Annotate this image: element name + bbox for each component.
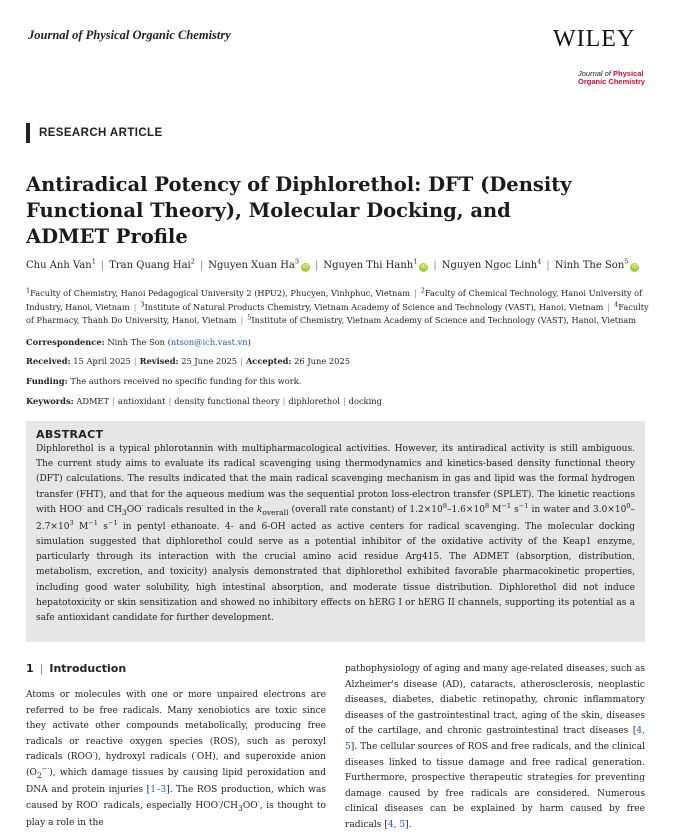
- author-list: [26, 259, 656, 273]
- received-date: 15 April 2025: [73, 356, 131, 366]
- separator: |: [342, 396, 346, 406]
- author-affiliation-number: 2: [190, 257, 195, 266]
- keyword[interactable]: antioxidant: [117, 396, 166, 406]
- affiliation-number: 3: [140, 299, 145, 308]
- separator: |: [39, 662, 44, 675]
- author[interactable]: Tran Quang Hai: [109, 260, 191, 271]
- section-heading-introduction: [26, 662, 126, 675]
- correspondence-name: Ninh The Son: [107, 337, 166, 347]
- abstract-box: [26, 421, 645, 642]
- affiliation: Institute of Natural Products Chemistry, Vietnam Academy of Science and Technology (VAST), Hanoi, Vietnam: [144, 301, 604, 312]
- abstract-text: Diphlorethol is a typical phlorotannin with multipharmacological activities. However, its antiradical activity is still ambiguous. The current study aims to evaluate its radical scavenging using thermodynamics and kinetics-based density functional theory (DFT) calculations. The results indicated that the main radical scavenging mechanism in gas and lipid was the formal hydrogen transfer (FHT), and that for the aqueous medium was the sequential proton loss-electron transfer (SPLET). The kinetic reactions with HOO· and $CH_3OO^\cdot$ radicals resulted in the $k_{overall}$ (overall rate constant) of $1.2\times 10^8-1.6\times 10^8$ $M^{-1}$ $s^{-1}$ in water and $3.0\times 10^0-2.7\times 10^3$ $M^{-1}$ $s^{-1}$ in pentyl ethanoate. 4- and 6-OH acted as active centers for radical scavenging. The molecular docking simulation suggested that diphlorethol could serve as a potential inhibitor of the oxidative activity of the Keap1 enzyme, particularly through its interaction with the crucial amino acid residue Arg415. The ADMET (absorption, distribution, metabolism, excretion, and toxicity) analysis demonstrated that diphlorethol exhibited favorable pharmacokinetic properties, including good water solubility, high intestinal absorption, and moderate tissue distribution. Diphlorethol did not induce hepatotoxicity or skin sensitization and showed no inhibitory effects on hERG I or hERG II channels, supporting its potential as a safe antioxidant candidate for further development.: [36, 444, 636, 624]
- affiliation-number: 4: [614, 299, 619, 308]
- keyword[interactable]: docking: [348, 396, 382, 406]
- section-number: 1: [26, 662, 34, 675]
- affiliation-list: [26, 287, 651, 328]
- funding-text: The authors received no specific funding for this work.: [70, 376, 302, 386]
- separator: |: [433, 260, 437, 271]
- affiliation-number: 5: [247, 313, 252, 322]
- keyword[interactable]: diphlorethol: [288, 396, 340, 406]
- affiliation: Faculty of Chemistry, Hanoi Pedagogical University 2 (HPU2), Phucyen, Vinhphuc, Vietnam: [30, 288, 410, 298]
- separator: |: [240, 315, 244, 325]
- intro-right-column: pathophysiology of aging and many age-related diseases, such as Alzheimer's disease (AD), cataracts, atherosclerosis, neoplastic diseases, diabetes, diabetic retinopathy, chronic inflammatory diseases of the gastrointestinal tract, aging of the skin, diseases of the cartilage, and chronic gastrointestinal tract diseases [4, 5]. The cellular sources of ROS and free radicals, and the clinical diseases linked to tissue damage and free radical generation. Furthermore, prospective therapeutic strategies for preventing damage caused by free radicals are considered. Numerous clinical diseases can be explained by harm caused by free radicals [4, 5].: [345, 664, 645, 830]
- funding-label: Funding:: [26, 376, 68, 386]
- separator: |: [133, 356, 137, 366]
- separator: |: [100, 260, 105, 271]
- author[interactable]: Nguyen Thi Hanh: [323, 260, 414, 271]
- keywords-label: Keywords:: [26, 396, 74, 406]
- revised-date: 25 June 2025: [181, 356, 238, 366]
- affiliation: Faculty of Pharmacy, Thanh Do University, Hanoi, Vietnam: [26, 301, 649, 325]
- reference-link[interactable]: 4, 5: [345, 726, 645, 752]
- affiliation: Faculty of Chemical Technology, Hanoi University of Industry, Hanoi, Vietnam: [26, 288, 643, 312]
- received-label: Received:: [26, 356, 71, 366]
- separator: |: [168, 396, 172, 406]
- funding: [26, 376, 301, 386]
- affiliation-number: 1: [26, 286, 31, 295]
- separator: |: [607, 301, 611, 312]
- journal-logo-line1: Journal of: [578, 69, 611, 78]
- journal-logo-accent: Physical: [613, 69, 644, 78]
- accepted-date: 26 June 2025: [294, 356, 350, 366]
- author-affiliation-number: 4: [537, 257, 542, 266]
- section-title: Introduction: [49, 662, 127, 675]
- article-title: Antiradical Potency of Diphlorethol: DFT (Density Functional Theory), Molecular Docking, and ADMET Profile: [26, 173, 572, 248]
- author[interactable]: Ninh The Son: [554, 260, 625, 271]
- separator: |: [112, 396, 115, 406]
- reference-link[interactable]: 1–3: [150, 785, 167, 796]
- correspondence-email-link[interactable]: ntson@ich.vast.vn: [170, 337, 248, 347]
- journal-logo-line2: Organic Chemistry: [578, 77, 646, 86]
- author-affiliation-number: 3: [294, 257, 300, 266]
- journal-name: Journal of Physical Organic Chemistry: [28, 28, 231, 42]
- author[interactable]: Nguyen Ngoc Linh: [441, 260, 538, 271]
- separator: |: [133, 301, 137, 312]
- author-affiliation-number: 1: [413, 257, 418, 266]
- keyword[interactable]: ADMET: [76, 396, 110, 406]
- revised-label: Revised:: [139, 356, 179, 366]
- affiliation-number: 2: [420, 286, 425, 295]
- orcid-icon[interactable]: iD: [302, 264, 309, 270]
- keyword[interactable]: density functional theory: [174, 396, 280, 406]
- correspondence: Correspondence: Ninh The Son (ntson@ich.vast.vn): [26, 337, 251, 347]
- orcid-icon[interactable]: iD: [632, 264, 638, 270]
- article-dates: [26, 356, 350, 366]
- journal-logo: [578, 70, 648, 86]
- affiliation: Institute of Chemistry, Vietnam Academy of Science and Technology (VAST), Hanoi, Vietnam: [251, 315, 636, 325]
- correspondence-label: Correspondence:: [26, 337, 105, 347]
- author[interactable]: Nguyen Xuan Ha: [208, 260, 295, 271]
- separator: |: [315, 260, 319, 271]
- separator: |: [240, 356, 243, 366]
- keywords: [26, 396, 382, 406]
- separator: |: [546, 260, 550, 271]
- accepted-label: Accepted:: [245, 356, 292, 366]
- author[interactable]: Chu Anh Van: [26, 260, 92, 271]
- reference-link[interactable]: 4, 5: [387, 819, 406, 830]
- separator: |: [199, 260, 204, 271]
- author-affiliation-number: 5: [624, 257, 629, 266]
- abstract-heading: ABSTRACT: [36, 428, 104, 441]
- orcid-icon[interactable]: iD: [421, 264, 427, 270]
- publisher-logo: WILEY: [553, 26, 636, 52]
- separator: |: [413, 288, 417, 298]
- article-type: RESEARCH ARTICLE: [26, 123, 163, 143]
- intro-left-column: Atoms or molecules with one or more unpaired electrons are referred to be free radicals. Many xenobiotics are toxic since they activate other compounds metabolically, producing free radicals or reactive oxygen species (ROS), such as peroxyl radicals (ROO·), hydroxyl radicals (·OH), and superoxide anion $(O_2^{-\cdot})$, which damage tissues by causing lipid peroxidation and DNA and protein injuries [1–3]. The ROS production, which was caused by ROO· radicals, especially $HOO^\cdot/CH_3OO^\cdot$, is thought to play a role in the: [26, 690, 326, 829]
- author-affiliation-number: 1: [91, 257, 96, 266]
- separator: |: [282, 396, 286, 406]
